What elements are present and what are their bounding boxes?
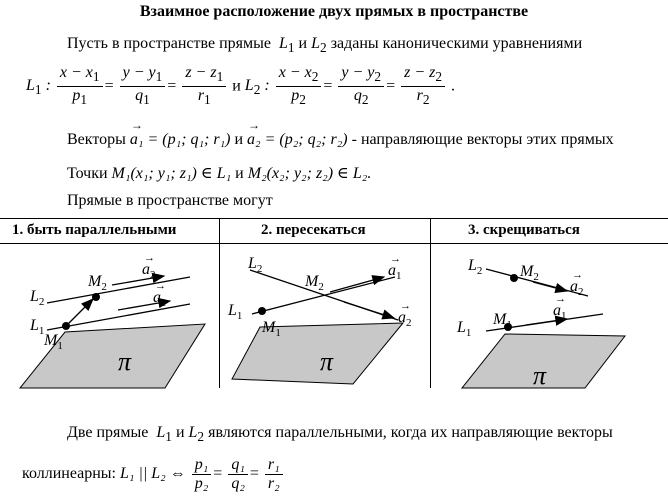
vector-a1: → a₁ = (p₁; q₁; r₁) <box>130 131 231 149</box>
column-header-skew: 3. скрещиваться <box>468 222 580 238</box>
label-a1-fig3: $a_1$ <box>553 302 567 322</box>
eq-l2-frac-z: $\frac{z - z_2}{r_2}$ <box>401 64 445 109</box>
label-l1-fig2: $L_1$ <box>228 302 243 322</box>
bottom-rest: являются параллельными, когда их направляющие векторы <box>208 424 613 441</box>
label-m2-fig2: $M_2$ <box>305 273 324 293</box>
bottom-line-1 <box>67 424 613 445</box>
arrow-a1-fig2 <box>330 277 384 292</box>
eq-join: и <box>232 77 241 95</box>
bottom-and: и <box>175 424 185 441</box>
eq-l1-frac-y: $\frac{y - y_1}{q_1}$ <box>120 64 166 109</box>
vectors-suffix: - направляющие векторы этих прямых <box>351 131 614 148</box>
points-and: и <box>235 165 244 182</box>
eq-end: . <box>451 77 456 95</box>
bottom-line-2: коллинеарны: L₁ || L₂ ⇔ $\frac{\text{p₁}}{\text{p₂}}$ = $\frac{\text{q₁}}{\text{q₂}}$ = $\frac{\text{r₁}}{\text{r₂}}$ <box>22 456 285 493</box>
arrow-over-a2-fig2: → <box>400 300 411 312</box>
table-top-border <box>0 218 668 219</box>
bottom-l1: $L_1$ <box>152 424 172 445</box>
collinear-label: коллинеарны: <box>22 465 116 483</box>
bottom-l2: $L_2$ <box>188 424 205 445</box>
label-l1-fig1: $L_1$ <box>30 317 45 337</box>
label-l1-fig3: $L_1$ <box>457 319 472 339</box>
ratio-r: $\frac{\text{r₁}}{\text{r₂}}$ <box>265 456 283 493</box>
column-header-parallel: 1. быть параллельными <box>12 222 177 238</box>
figure-intersecting <box>227 253 412 384</box>
label-l2-fig3: $L_2$ <box>468 257 483 277</box>
intro-suffix: заданы каноническими уравнениями <box>330 35 583 52</box>
arrow-over-a2-fig1: → <box>144 252 155 264</box>
intro-l2: $L_2$ <box>311 35 327 56</box>
eq-l1-frac-x: $\frac{x - x_1}{p_1}$ <box>57 64 103 109</box>
figures-svg <box>0 244 668 394</box>
point-m1: M₁(x₁; y₁; z₁) ∈ L₁ <box>111 165 232 182</box>
label-m2-fig1: $M_2$ <box>88 273 107 293</box>
eq-l2-name: $L_2$ : <box>244 77 270 98</box>
arrow-a2-fig2 <box>344 302 394 318</box>
point-m2-fig3 <box>510 274 518 282</box>
arrow-a2-fig3 <box>533 282 567 291</box>
label-a2-fig1: $a_2$ <box>142 261 156 281</box>
label-pi-fig1: π <box>118 347 132 376</box>
label-pi-fig2: π <box>320 347 334 376</box>
arrow-over-a2-fig3: → <box>572 269 583 281</box>
eq-l1-name: $L_1$ : <box>26 77 51 98</box>
point-m2-fig1 <box>92 293 100 301</box>
label-l2-fig1: $L_2$ <box>30 288 45 308</box>
arrow-over-a1-fig3: → <box>555 293 566 305</box>
line-l2-fig1 <box>47 277 190 303</box>
figure-skew <box>456 257 625 390</box>
vectors-line <box>67 131 614 149</box>
label-m1-fig2: $M_1$ <box>262 319 281 339</box>
vectors-and: и <box>234 131 244 148</box>
label-m2-fig3: $M_2$ <box>520 263 539 283</box>
can-text: Прямые в пространстве могут <box>67 192 273 209</box>
vector-a2: → a₂ = (p₂; q₂; r₂) <box>247 131 348 149</box>
points-line <box>67 163 371 183</box>
label-m1-fig3: $M_1$ <box>493 311 512 331</box>
ratio-p: $\frac{\text{p₁}}{\text{p₂}}$ <box>192 456 212 493</box>
intro-l1: $L_1$ <box>274 35 295 56</box>
arrow-over-a1-fig2: → <box>390 253 401 265</box>
intro-line <box>67 35 582 56</box>
plane-pi-2 <box>232 323 403 384</box>
canonical-equations: $L_1$ : $\frac{x - x_1}{p_1}$ = $\frac{y - y_1}{q_1}$ = $\frac{z - z_1}{r_1}$ и $L_2$ : $\frac{x - x_2}{p_2}$ = $\frac{y - y_2}{q_2}$ = $\frac{z - z_2}{r_2}$ . <box>26 64 456 108</box>
eq-l1-frac-z: $\frac{z - z_1}{r_1}$ <box>182 64 226 109</box>
label-a2-fig3: $a_2$ <box>570 278 584 298</box>
label-m1-fig1: $M_1$ <box>44 332 63 352</box>
intro-prefix: Пусть в пространстве прямые <box>67 35 271 52</box>
intro-and: и <box>298 35 308 52</box>
figure-parallel <box>20 252 205 388</box>
label-a1-fig1: $a_1$ <box>153 289 167 309</box>
eq-l2-frac-y: $\frac{y - y_2}{q_2}$ <box>338 64 384 109</box>
label-a1-fig2: $a_1$ <box>388 262 402 282</box>
label-l2-fig2: $L_2$ <box>248 255 263 275</box>
arrow-over-a1-fig1: → <box>155 280 166 292</box>
column-header-intersect: 2. пересекаться <box>261 222 366 238</box>
ratio-q: $\frac{\text{q₁}}{\text{q₂}}$ <box>228 456 248 493</box>
point-m1-fig2 <box>258 307 266 315</box>
point-m1-fig1 <box>62 322 70 330</box>
parallel-condition: L₁ || L₂ ⇔ <box>120 465 186 483</box>
page-title: Взаимное расположение двух прямых в пространстве <box>139 3 529 20</box>
vectors-prefix: Векторы <box>67 131 126 148</box>
label-pi-fig3: π <box>533 361 547 390</box>
bottom-text: Две прямые <box>67 424 149 441</box>
points-prefix: Точки <box>67 165 108 182</box>
eq-l2-frac-x: $\frac{x - x_2}{p_2}$ <box>276 64 322 109</box>
label-a2-fig2: $a_2$ <box>398 309 412 329</box>
point-m2: M₂(x₂; y₂; z₂) ∈ L₂. <box>247 165 372 182</box>
